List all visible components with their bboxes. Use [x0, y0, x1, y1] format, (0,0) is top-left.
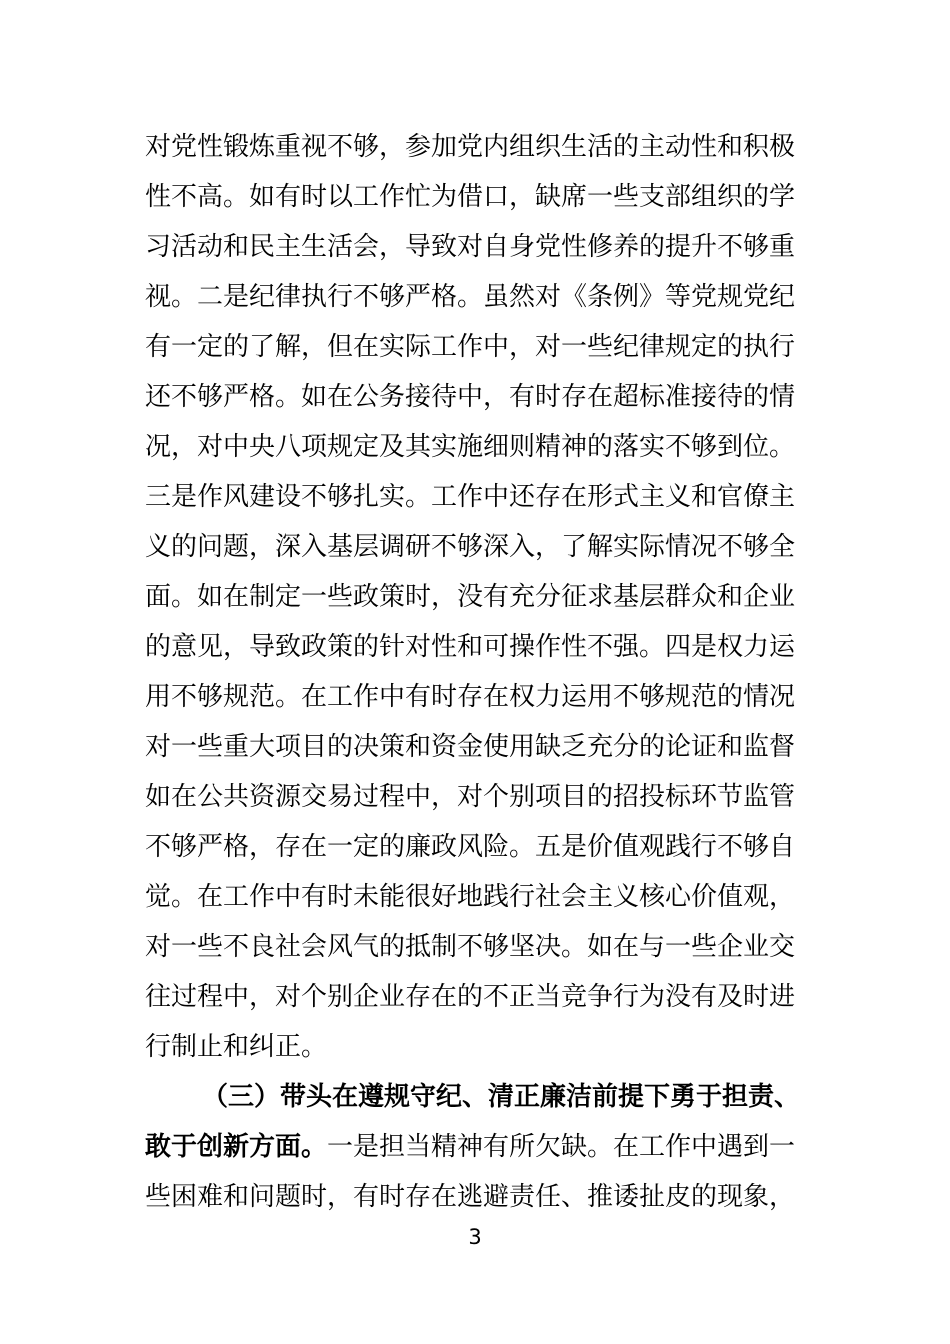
- body-text-line: 对党性锻炼重视不够，参加党内组织生活的主动性和积极: [145, 132, 796, 162]
- section-heading-tail: 敢于创新方面。: [145, 1132, 328, 1162]
- body-text-line: 如在公共资源交易过程中，对个别项目的招投标环节监管: [145, 782, 796, 812]
- body-text-line: 还不够严格。如在公务接待中，有时存在超标准接待的情: [145, 382, 796, 412]
- body-text-line: 觉。在工作中有时未能很好地践行社会主义核心价值观，: [145, 882, 796, 912]
- body-text-line: 行制止和纠正。: [145, 1032, 328, 1062]
- body-text-line: 习活动和民主生活会，导致对自身党性修养的提升不够重: [145, 232, 796, 262]
- body-text-line: 用不够规范。在工作中有时存在权力运用不够规范的情况: [145, 682, 796, 712]
- body-text-line: 对一些不良社会风气的抵制不够坚决。如在与一些企业交: [145, 932, 796, 962]
- body-text-line: 性不高。如有时以工作忙为借口，缺席一些支部组织的学: [145, 182, 796, 212]
- body-text-line: 视。二是纪律执行不够严格。虽然对《条例》等党规党纪: [145, 282, 796, 312]
- section-heading-continuation: [145, 1122, 795, 1172]
- body-text-line: 些困难和问题时，有时存在逃避责任、推诿扯皮的现象，: [145, 1182, 796, 1212]
- body-text-line: 三是作风建设不够扎实。工作中还存在形式主义和官僚主: [145, 482, 796, 512]
- body-text-line: 面。如在制定一些政策时，没有充分征求基层群众和企业: [145, 582, 796, 612]
- body-text-span: 一是担当精神有所欠缺。在工作中遇到一: [327, 1132, 796, 1162]
- section-heading: （三）带头在遵规守纪、清正廉洁前提下勇于担责、: [202, 1082, 801, 1112]
- body-text-line: 对一些重大项目的决策和资金使用缺乏充分的论证和监督: [145, 732, 796, 762]
- body-text-line: 况，对中央八项规定及其实施细则精神的落实不够到位。: [145, 432, 796, 462]
- page-number: 3: [468, 1225, 482, 1249]
- body-text-line: 有一定的了解，但在实际工作中，对一些纪律规定的执行: [145, 332, 796, 362]
- body-text-line: 不够严格，存在一定的廉政风险。五是价值观践行不够自: [145, 832, 796, 862]
- body-text-line: 往过程中，对个别企业存在的不正当竞争行为没有及时进: [145, 982, 796, 1012]
- body-text-line: 的意见，导致政策的针对性和可操作性不强。四是权力运: [145, 632, 796, 662]
- body-text-line: 义的问题，深入基层调研不够深入，了解实际情况不够全: [145, 532, 796, 562]
